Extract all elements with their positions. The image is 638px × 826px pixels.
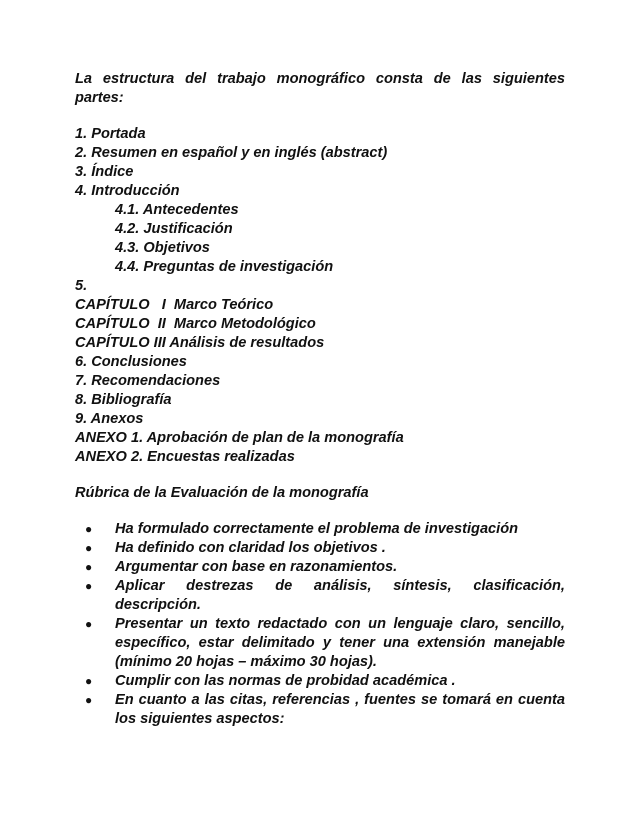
structure-item: 2. Resumen en español y en inglés (abstract) [75, 145, 388, 161]
intro-line-2: partes: [75, 90, 124, 106]
rubric-item-text: Cumplir con las normas de probidad académica . [115, 673, 456, 689]
structure-item: 8. Bibliografía [75, 392, 172, 408]
chapter-item: CAPÍTULO II Marco Metodológico [75, 316, 316, 332]
spacer [75, 467, 565, 484]
bullet-icon: ● [85, 674, 93, 688]
rubric-item-text: los siguientes aspectos: [115, 711, 285, 727]
rubric-item-text: (mínimo 20 hojas – máximo 30 hojas). [115, 654, 377, 670]
structure-item: 7. Recomendaciones [75, 373, 221, 389]
rubric-item [75, 691, 565, 729]
bullet-icon: ● [85, 693, 93, 707]
rubric-item-text: Aplicar destrezas de análisis, síntesis, clasificación, [115, 578, 565, 594]
rubric-item [75, 615, 565, 672]
bullet-icon: ● [85, 617, 93, 631]
chapter-item: CAPÍTULO III Análisis de resultados [75, 335, 325, 351]
intro-line-1: La estructura del trabajo monográfico consta de las siguientes [75, 71, 565, 87]
bullet-icon: ● [85, 541, 93, 555]
rubric-item-text: Argumentar con base en razonamientos. [115, 559, 398, 575]
rubric-item-text: En cuanto a las citas, referencias , fuentes se tomará en cuenta [115, 692, 565, 708]
rubric-title: Rúbrica de la Evaluación de la monografía [75, 485, 369, 501]
structure-item: 3. Índice [75, 164, 134, 180]
structure-subitem: 4.3. Objetivos [115, 240, 210, 256]
rubric-item-text: Ha definido con claridad los objetivos . [115, 540, 386, 556]
structure-item: 5. [75, 278, 88, 294]
rubric-item-text: Ha formulado correctamente el problema de investigación [115, 521, 519, 537]
annex-item: ANEXO 2. Encuestas realizadas [75, 449, 295, 465]
structure-item: 6. Conclusiones [75, 354, 187, 370]
rubric-item [75, 558, 565, 577]
structure-subitem: 4.2. Justificación [115, 221, 233, 237]
rubric-item-text: Presentar un texto redactado con un lenguaje claro, sencillo, [115, 616, 565, 632]
structure-subitem: 4.1. Antecedentes [115, 202, 239, 218]
bullet-icon: ● [85, 522, 93, 536]
document-page [75, 70, 565, 729]
rubric-item-text: descripción. [115, 597, 201, 613]
structure-item: 4. Introducción [75, 183, 180, 199]
structure-subitem: 4.4. Preguntas de investigación [115, 259, 334, 275]
rubric-item [75, 672, 565, 691]
chapter-item: CAPÍTULO I Marco Teórico [75, 297, 274, 313]
bullet-icon: ● [85, 579, 93, 593]
annex-item: ANEXO 1. Aprobación de plan de la monografía [75, 430, 404, 446]
structure-item: 9. Anexos [75, 411, 144, 427]
bullet-icon: ● [85, 560, 93, 574]
rubric-list [75, 520, 565, 729]
rubric-item [75, 520, 565, 539]
rubric-item [75, 577, 565, 615]
rubric-item-text: específico, estar delimitado y tener una extensión manejable [115, 635, 565, 651]
rubric-item [75, 539, 565, 558]
structure-item: 1. Portada [75, 126, 146, 142]
